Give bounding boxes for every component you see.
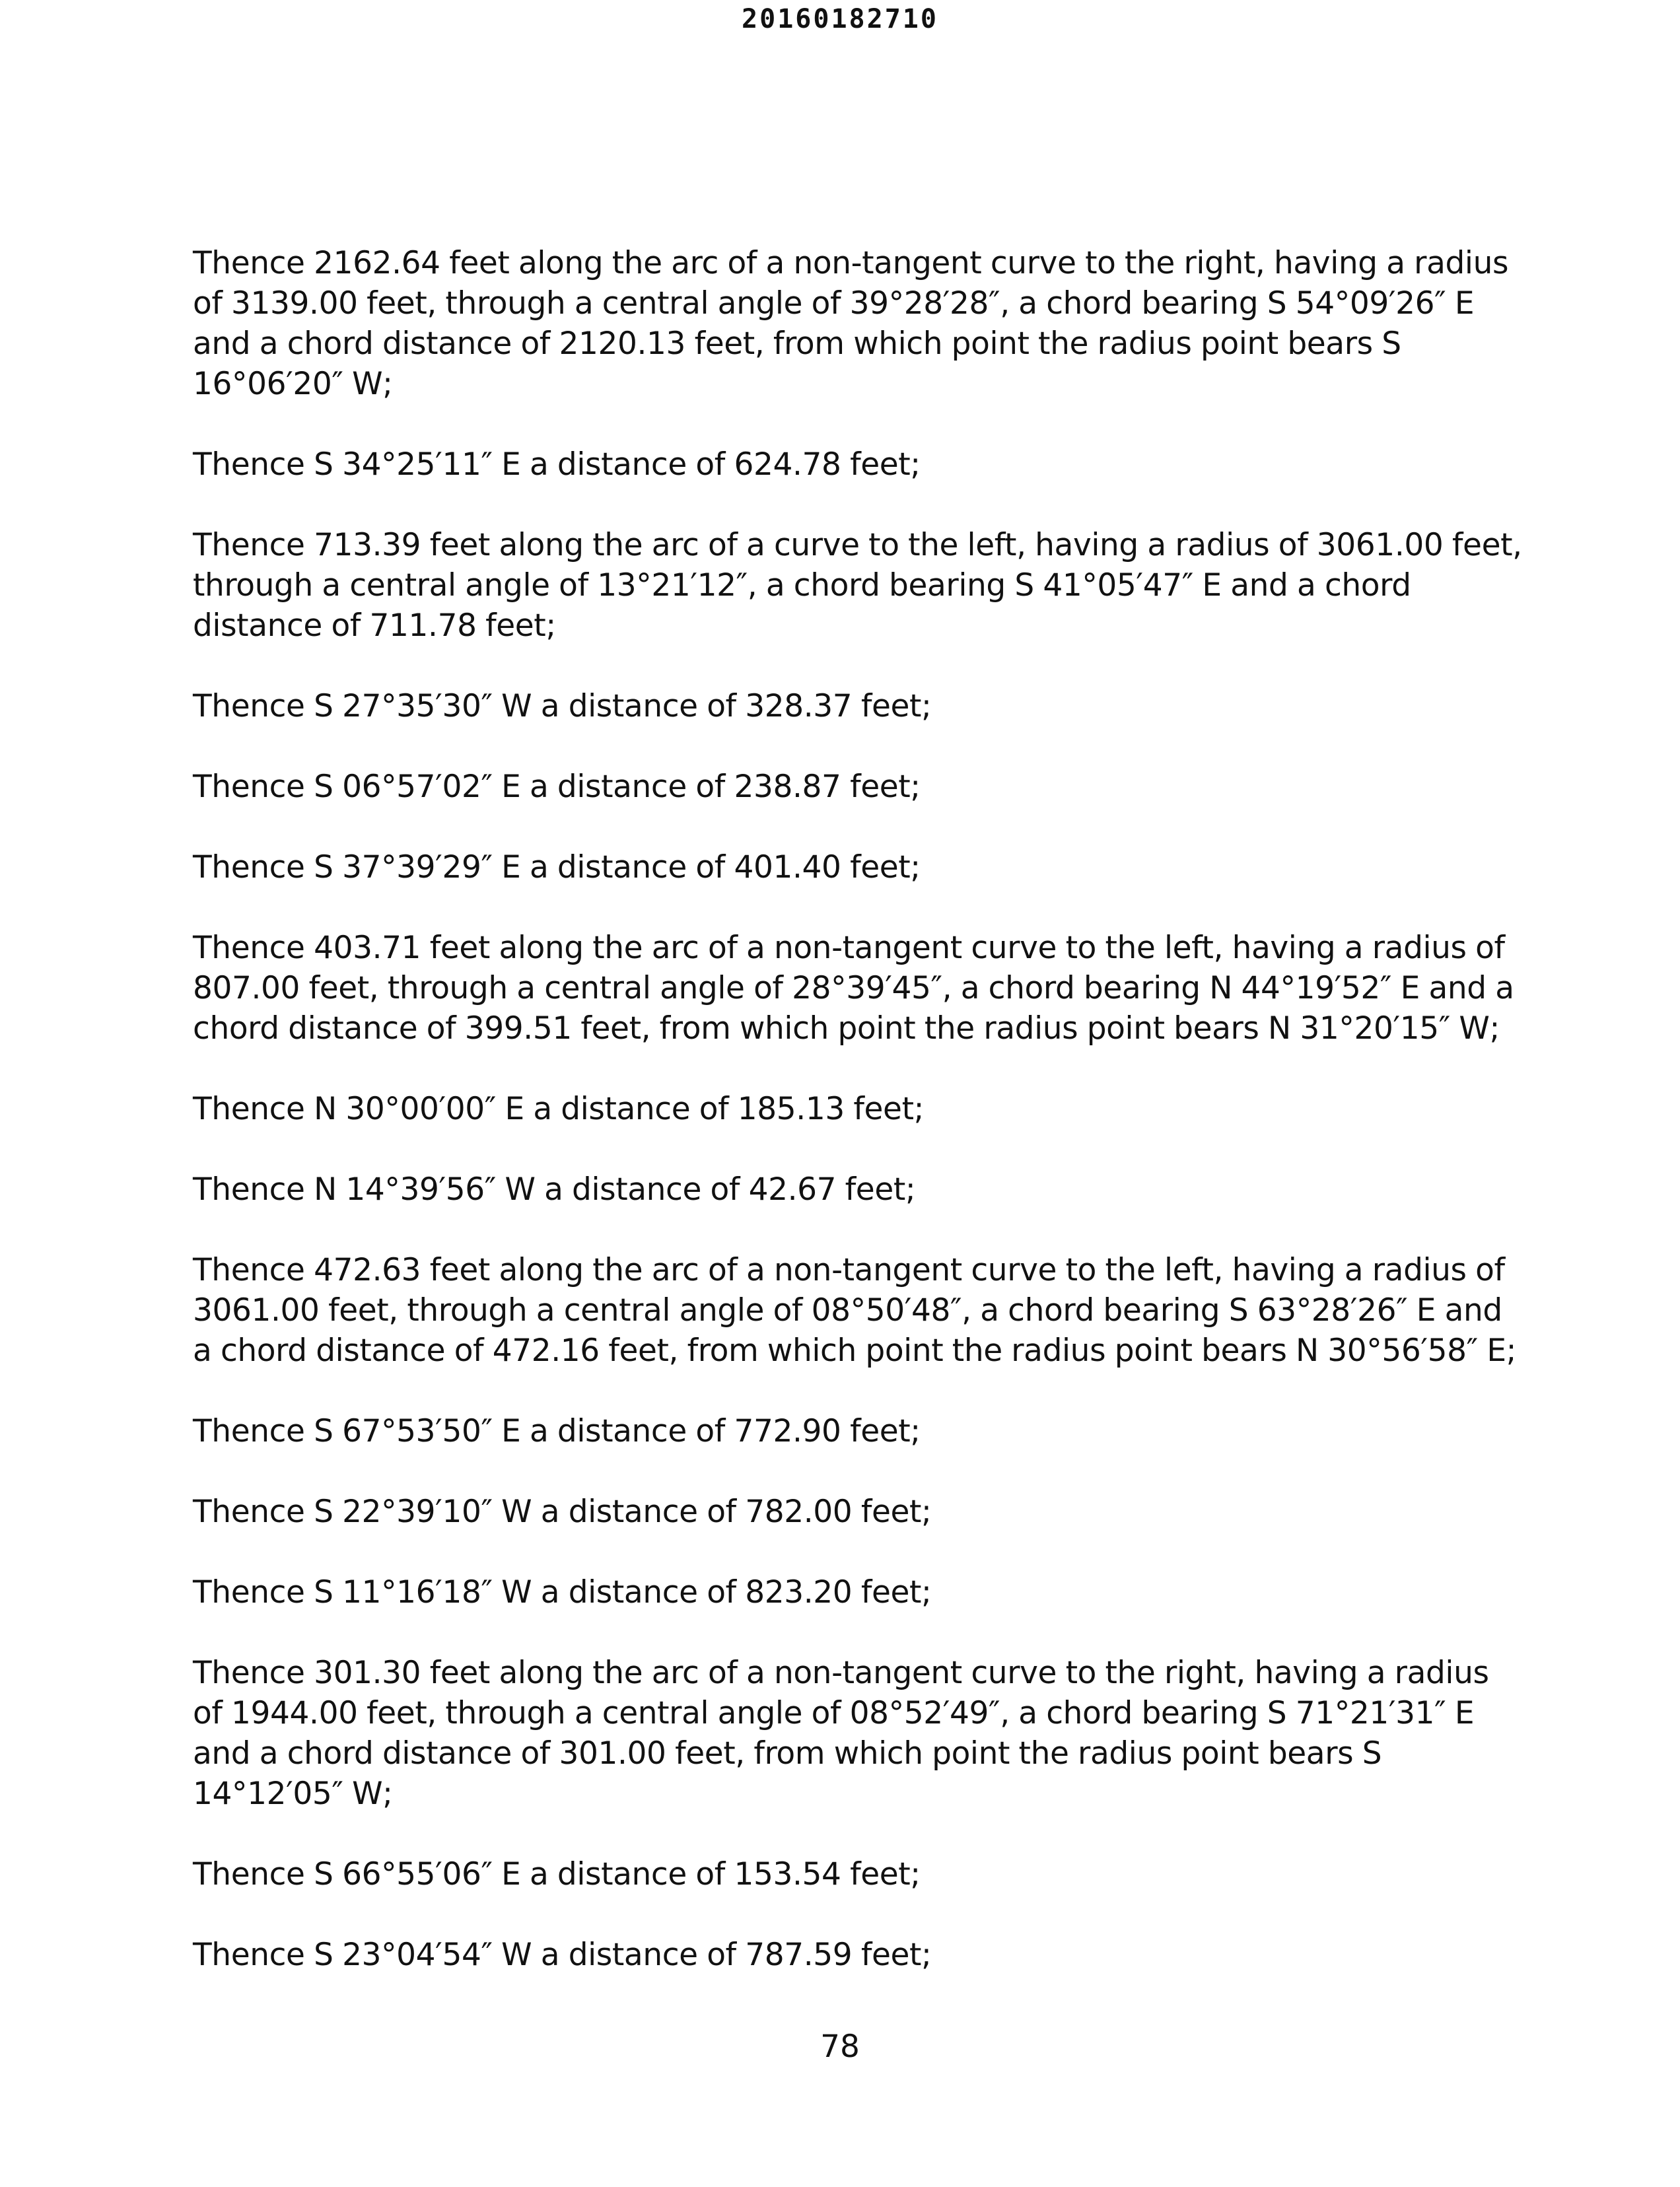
course-paragraph: Thence S 67°53′50″ E a distance of 772.90 feet; (193, 1413, 921, 1449)
page-number: 78 (820, 2029, 860, 2065)
course-paragraph: Thence S 37°39′29″ E a distance of 401.40 feet; (193, 849, 921, 885)
course-paragraph: Thence S 27°35′30″ W a distance of 328.37 feet; (193, 688, 932, 724)
course-paragraph: Thence S 11°16′18″ W a distance of 823.20 feet; (193, 1574, 932, 1611)
document-number: 20160182710 (742, 4, 938, 34)
course-paragraph: Thence 403.71 feet along the arc of a non-tangent curve to the left, having a radius of 807.00 feet, through a central angle of 28°39′45″, a chord bearing N 44°19′52″ E and a chord distance of 399.51 feet, from which point the radius point bears N 31°20′15″ W; (193, 930, 1514, 1047)
course-paragraph: Thence 2162.64 feet along the arc of a non-tangent curve to the right, having a radius of 3139.00 feet, through a central angle of 39°28′28″, a chord bearing S 54°09′26″ E and a chord distance of 2120.13 feet, from which point the radius point bears S 16°06′20″ W; (193, 245, 1509, 402)
course-paragraph: Thence 713.39 feet along the arc of a curve to the left, having a radius of 3061.00 feet, through a central angle of 13°21′12″, a chord bearing S 41°05′47″ E and a chord distance of 711.78 feet; (193, 527, 1522, 644)
course-paragraph: Thence S 23°04′54″ W a distance of 787.59 feet; (193, 1937, 932, 1973)
course-paragraph: Thence S 34°25′11″ E a distance of 624.78 feet; (193, 446, 921, 483)
course-paragraph: Thence 472.63 feet along the arc of a non-tangent curve to the left, having a radius of 3061.00 feet, through a central angle of 08°50′48″, a chord bearing S 63°28′26″ E and a chord distance of 472.16 feet, from which point the radius point bears N 30°56′58″ E; (193, 1252, 1517, 1369)
course-paragraph: Thence N 30°00′00″ E a distance of 185.13 feet; (193, 1091, 925, 1127)
course-paragraph: Thence S 66°55′06″ E a distance of 153.54 feet; (193, 1856, 921, 1892)
course-paragraph: Thence S 22°39′10″ W a distance of 782.00 feet; (193, 1494, 932, 1530)
course-paragraph: Thence 301.30 feet along the arc of a non-tangent curve to the right, having a radius of 1944.00 feet, through a central angle of 08°52′49″, a chord bearing S 71°21′31″ E and a chord distance of 301.00 feet, from which point the radius point bears S 14°12′05″ W; (193, 1655, 1489, 1812)
legal-description-body (193, 243, 1527, 2015)
course-paragraph: Thence S 06°57′02″ E a distance of 238.87 feet; (193, 769, 921, 805)
course-paragraph: Thence N 14°39′56″ W a distance of 42.67 feet; (193, 1171, 916, 1208)
